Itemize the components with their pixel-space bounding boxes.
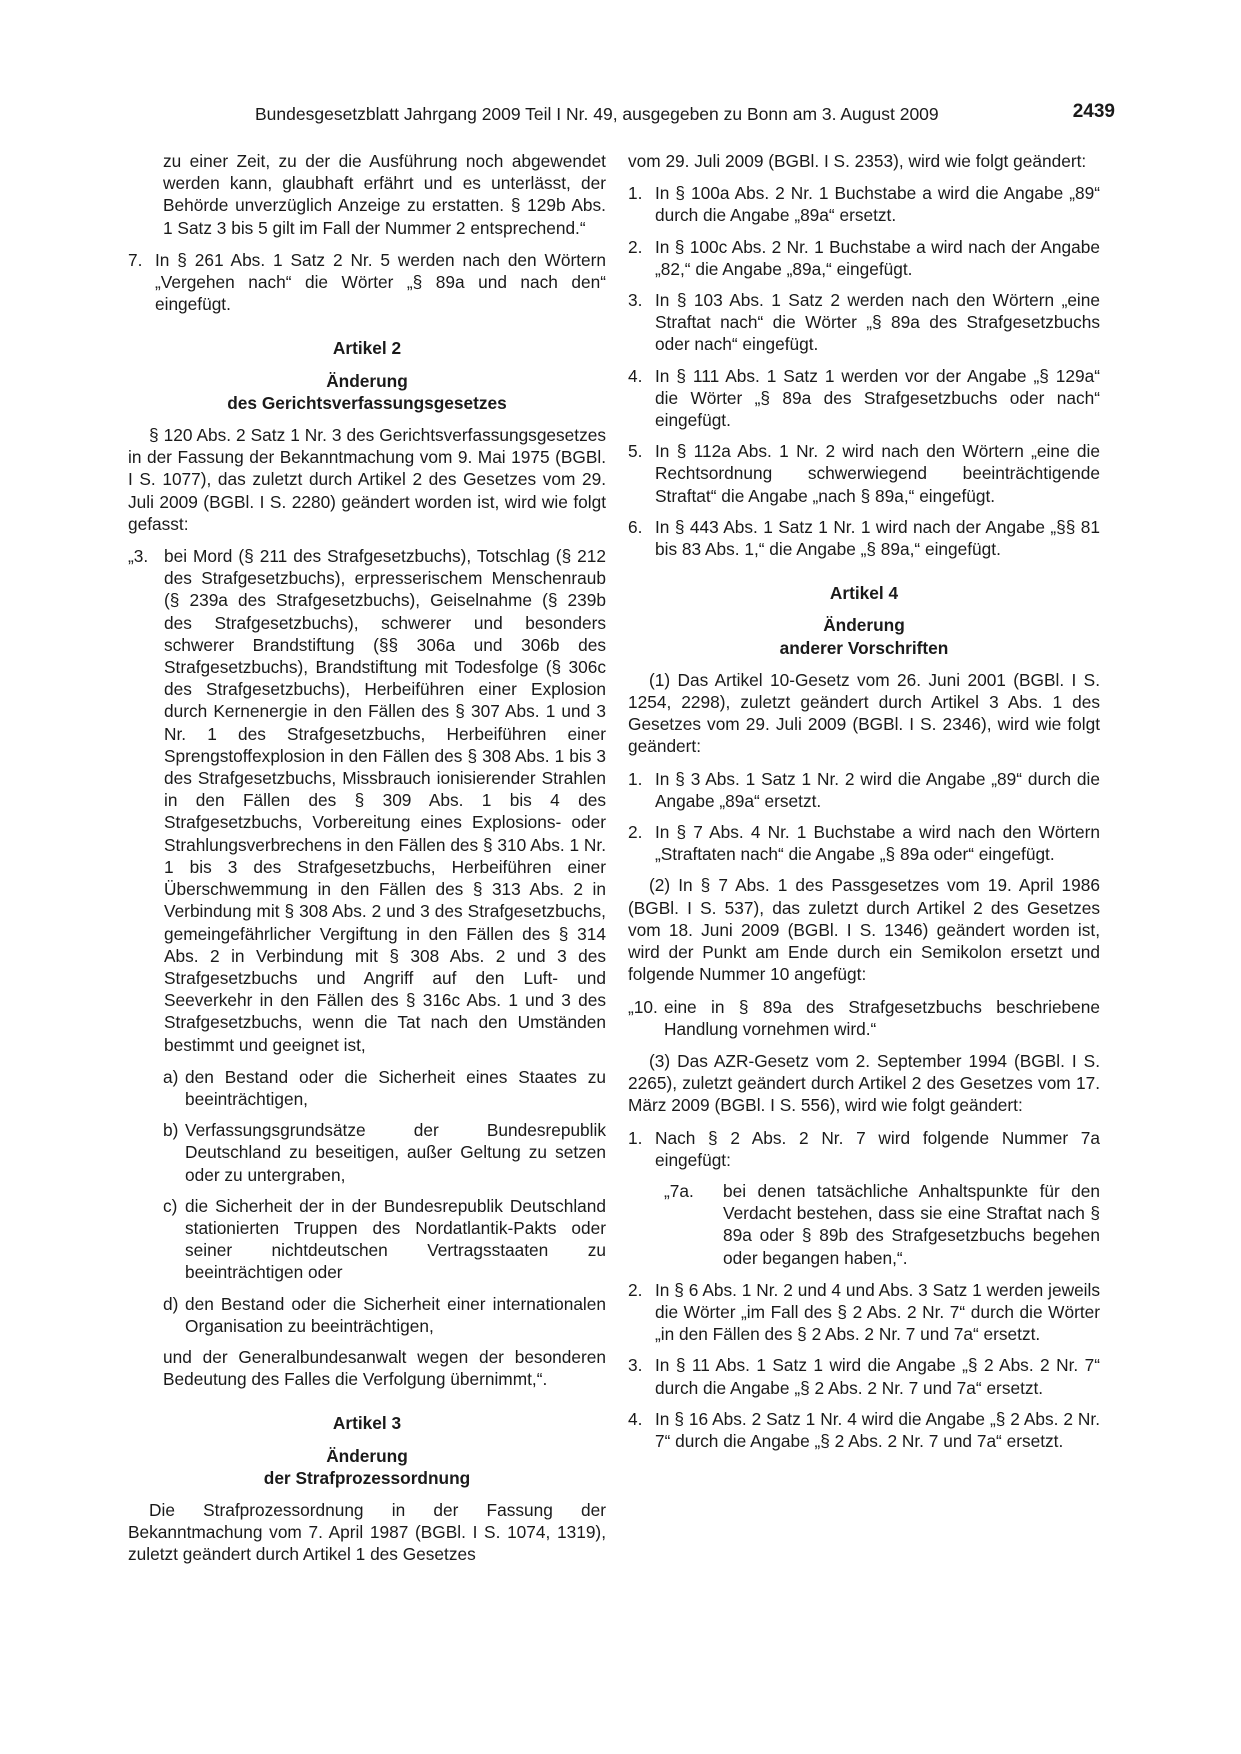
item-letter: a) <box>163 1066 179 1087</box>
item-text: In § 100a Abs. 2 Nr. 1 Buchstabe a wird die Angabe „89“ durch die Angabe „89a“ ersetzt. <box>655 183 1100 226</box>
running-header-title: Bundesgesetzblatt Jahrgang 2009 Teil I Nr. 49, ausgegeben zu Bonn am 3. August 2009 <box>255 104 939 124</box>
list-item <box>628 768 1100 812</box>
list-item <box>628 1408 1100 1452</box>
item-number: „3. <box>128 546 149 567</box>
item-text: eine in § 89a des Strafgesetzbuchs beschriebene Handlung vornehmen wird.“ <box>664 996 1100 1039</box>
item-text: In § 443 Abs. 1 Satz 1 Nr. 1 wird nach der Angabe „§§ 81 bis 83 Abs. 1,“ die Angabe „§ 89a,“ eingefügt. <box>655 516 1100 560</box>
item-number: 7. <box>128 249 143 270</box>
item-number: 6. <box>628 516 643 537</box>
item-text: Verfassungsgrundsätze der Bundesrepublik Deutschland zu beseitigen, außer Geltung zu setzen oder zu untergraben, <box>185 1120 606 1185</box>
article-intro: § 120 Abs. 2 Satz 1 Nr. 3 des Gerichtsverfassungsgesetzes in der Fassung der Bekanntmachung vom 9. Mai 1975 (BGBl. I S. 1077), das zuletzt durch Artikel 2 des Gesetzes vom 29. Juli 2009 (BGBl. I S. 2280) geändert worden ist, wird wie folgt gefasst: <box>128 425 606 534</box>
item-letter: c) <box>163 1195 178 1216</box>
item-text: In § 103 Abs. 1 Satz 2 werden nach den Wörtern „eine Straftat nach“ die Wörter „§ 89a des Strafgesetzbuchs oder nach“ eingefügt. <box>655 290 1100 355</box>
list-item <box>628 516 1100 560</box>
item-text: In § 111 Abs. 1 Satz 1 werden vor der Angabe „§ 129a“ die Wörter „§ 89a des Strafgesetzbuchs oder nach“ eingefügt. <box>655 365 1100 431</box>
item-text: In § 3 Abs. 1 Satz 1 Nr. 2 wird die Angabe „89“ durch die Angabe „89a“ ersetzt. <box>655 768 1100 811</box>
item-text: den Bestand oder die Sicherheit eines Staates zu beeinträchtigen, <box>185 1066 606 1109</box>
article-intro: Die Strafprozessordnung in der Fassung der Bekanntmachung vom 7. April 1987 (BGBl. I S. 1074, 1319), zuletzt geändert durch Artikel 1 des Gesetzes <box>128 1499 606 1565</box>
list-item <box>628 236 1100 280</box>
item-text: die Sicherheit der in der Bundesrepublik Deutschland stationierten Truppen des Nordatlantik-Pakts oder seiner nichtdeutschen Vertragsstaaten zu beeinträchtigen oder <box>185 1195 606 1283</box>
item-text: bei denen tatsächliche Anhaltspunkte für den Verdacht bestehen, dass sie eine Straftat nach § 89a oder § 89b des Strafgesetzbuchs begehen oder begangen haben,“. <box>723 1180 1100 1268</box>
article-subtitle: der Strafprozessordnung <box>263 1467 471 1488</box>
article-subtitle: anderer Vorschriften <box>779 637 949 658</box>
quoted-item <box>628 996 1100 1040</box>
item-text: den Bestand oder die Sicherheit einer internationalen Organisation zu beeinträchtigen, <box>185 1293 606 1336</box>
list-item <box>628 1279 1100 1346</box>
paragraph-3: (3) Das AZR-Gesetz vom 2. September 1994 (BGBl. I S. 2265), zuletzt geändert durch Artikel 2 des Gesetzes vom 17. März 2009 (BGBl. I S. 556), wird wie folgt geändert: <box>628 1050 1100 1116</box>
item-number: „10. <box>628 996 658 1017</box>
list-item <box>628 182 1100 226</box>
item-number: 1. <box>628 768 643 789</box>
item-text: In § 100c Abs. 2 Nr. 1 Buchstabe a wird nach der Angabe „82,“ die Angabe „89a,“ eingefügt. <box>655 236 1100 279</box>
item-text: In § 112a Abs. 1 Nr. 2 wird nach den Wörtern „eine die Rechtsordnung schwerwiegend beeinträchtigende Straftat“ die Angabe „nach § 89a,“ eingefügt. <box>655 441 1100 506</box>
item-text: In § 6 Abs. 1 Nr. 2 und 4 und Abs. 3 Satz 1 werden jeweils die Wörter „im Fall des § 2 Abs. 2 Nr. 7“ durch die Wörter „in den Fällen des § 2 Abs. 2 Nr. 7 und 7a“ ersetzt. <box>655 1279 1100 1345</box>
item-text: In § 261 Abs. 1 Satz 2 Nr. 5 werden nach den Wörtern „Vergehen nach“ die Wörter „§ 89a und nach den“ eingefügt. <box>155 249 606 315</box>
item-letter: b) <box>163 1120 179 1141</box>
item-number: 4. <box>628 365 643 386</box>
continued-text: vom 29. Juli 2009 (BGBl. I S. 2353), wird wie folgt geändert: <box>628 151 1087 171</box>
article-label: Artikel 4 <box>829 583 899 604</box>
quoted-item <box>128 545 606 1056</box>
item-text: Nach § 2 Abs. 2 Nr. 7 wird folgende Nummer 7a eingefügt: <box>655 1127 1100 1170</box>
right-column <box>628 150 1100 1461</box>
article-title: Änderung <box>326 370 408 391</box>
item-text: In § 7 Abs. 4 Nr. 1 Buchstabe a wird nach den Wörtern „Straftaten nach“ die Angabe „§ 89a oder“ eingefügt. <box>655 822 1100 865</box>
page-header <box>255 101 1115 131</box>
item-letter: d) <box>163 1293 179 1314</box>
item-number: 4. <box>628 1408 643 1429</box>
item-number: 5. <box>628 441 643 462</box>
closing-text: und der Generalbundesanwalt wegen der besonderen Bedeutung des Falles die Verfolgung übernimmt,“. <box>163 1346 606 1390</box>
list-item <box>628 440 1100 507</box>
item-number: 1. <box>628 1127 643 1148</box>
list-item <box>628 1354 1100 1398</box>
continued-text: zu einer Zeit, zu der die Ausführung noch abgewendet werden kann, glaubhaft erfährt und es unterlässt, der Behörde unverzüglich Anzeige zu erstatten. § 129b Abs. 1 Satz 3 bis 5 gilt im Fall der Nummer 2 entsprechend.“ <box>163 151 606 238</box>
article-label: Artikel 3 <box>332 1413 402 1434</box>
list-item <box>628 1127 1100 1171</box>
article-subtitle: des Gerichtsverfassungsgesetzes <box>227 392 507 413</box>
left-column <box>128 150 606 1566</box>
list-item <box>628 289 1100 356</box>
paragraph-1: (1) Das Artikel 10-Gesetz vom 26. Juni 2001 (BGBl. I S. 1254, 2298), zuletzt geändert durch Artikel 3 Abs. 1 des Gesetzes vom 29. Juli 2009 (BGBl. I S. 2346), wird wie folgt geändert: <box>628 669 1100 757</box>
item-number: 2. <box>628 1279 643 1300</box>
list-item <box>628 821 1100 865</box>
article-label: Artikel 2 <box>332 338 402 359</box>
list-item <box>628 365 1100 432</box>
page-number: 2439 <box>1072 101 1115 122</box>
article-title: Änderung <box>823 615 905 636</box>
article-title: Änderung <box>326 1445 408 1466</box>
paragraph-2: (2) In § 7 Abs. 1 des Passgesetzes vom 19. April 1986 (BGBl. I S. 537), das zuletzt durch Artikel 2 des Gesetzes vom 18. Juni 2009 (BGBl. I S. 1346) geändert worden ist, wird der Punkt am Ende durch ein Semikolon ersetzt und folgende Nummer 10 angefügt: <box>628 875 1100 985</box>
item-number: 3. <box>628 290 643 311</box>
sub-item <box>128 1293 606 1337</box>
item-number: „7a. <box>664 1180 694 1201</box>
item-text: bei Mord (§ 211 des Strafgesetzbuchs), Totschlag (§ 212 des Strafgesetzbuchs), erpresserischem Menschenraub (§ 239a des Strafgesetzbuchs), Geiselnahme (§ 239b des Strafgesetzbuchs), schwerer und besonders schwerer Brandstiftung (§§ 306a und 306b des Strafgesetzbuchs), Brandstiftung mit Todesfolge (§ 306c des Strafgesetzbuchs), Herbeiführen einer Explosion durch Kernenergie in den Fällen des § 307 Abs. 1 und 3 Nr. 1 des Strafgesetzbuchs, Herbeiführen einer Sprengstoffexplosion in den Fällen des § 308 Abs. 1 bis 3 des Strafgesetzbuchs, Missbrauch ionisierender Strahlen in den Fällen des § 309 Abs. 1 bis 4 des Strafgesetzbuchs, Vorbereitung eines Explosions- oder Strahlungsverbrechens in den Fällen des § 310 Abs. 1 Nr. 1 bis 3 des Strafgesetzbuchs, Herbeiführen einer Überschwemmung in den Fällen des § 313 Abs. 2 in Verbindung mit § 308 Abs. 2 und 3 des Strafgesetzbuchs, gemeingefährlicher Vergiftung in den Fällen des § 314 Abs. 2 in Verbindung mit § 308 Abs. 2 und 3 des Strafgesetzbuchs und Angriff auf den Luft- und Seeverkehr in den Fällen des § 316c Abs. 1 und 3 des Strafgesetzbuchs, wenn die Tat nach den Umständen bestimmt und geeignet ist, <box>164 546 606 1055</box>
item-number: 3. <box>628 1355 643 1376</box>
item-number: 2. <box>628 822 643 843</box>
sub-item <box>128 1119 606 1186</box>
item-text: In § 11 Abs. 1 Satz 1 wird die Angabe „§ 2 Abs. 2 Nr. 7“ durch die Angabe „§ 2 Abs. 2 Nr. 7 und 7a“ ersetzt. <box>655 1355 1100 1398</box>
list-item <box>128 249 606 316</box>
item-number: 2. <box>628 236 643 257</box>
sub-item <box>128 1066 606 1110</box>
quoted-item <box>628 1180 1100 1269</box>
item-number: 1. <box>628 183 643 204</box>
sub-item <box>128 1195 606 1284</box>
item-text: In § 16 Abs. 2 Satz 1 Nr. 4 wird die Angabe „§ 2 Abs. 2 Nr. 7“ durch die Angabe „§ 2 Abs. 2 Nr. 7 und 7a“ ersetzt. <box>655 1408 1100 1451</box>
